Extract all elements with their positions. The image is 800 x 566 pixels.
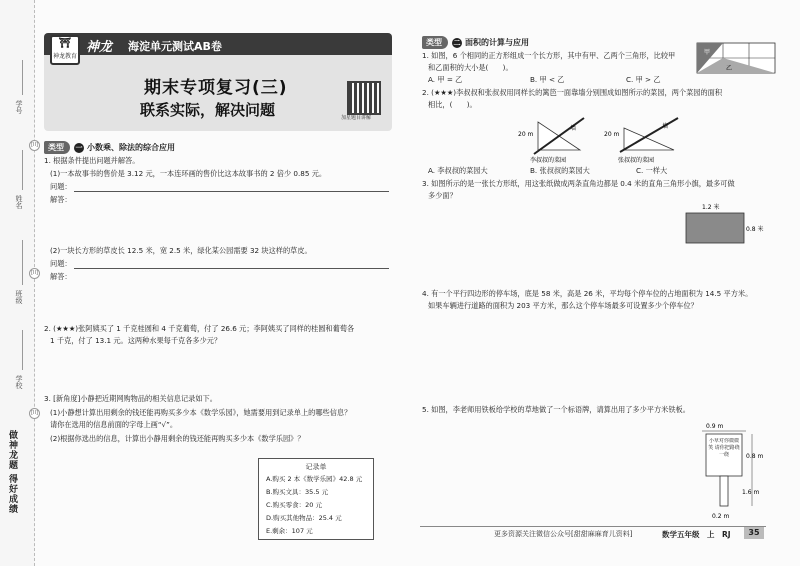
question-text: 请你在选用的信息前面的字母上画“√”。 bbox=[50, 420, 178, 429]
footer-rule bbox=[420, 526, 766, 527]
brand-logo bbox=[50, 35, 80, 65]
question-text: 3. 如图所示的是一张长方形纸，用这张纸做成两条直角边都是 0.4 米的直角三角形小旗，最多可做 bbox=[422, 179, 735, 188]
name-label: 姓名 bbox=[15, 195, 23, 209]
question-text: 1. 如图，6 个相同的正方形组成一个长方形，其中有甲、乙两个三角形，比较甲 bbox=[422, 51, 676, 60]
school-label: 学校 bbox=[15, 375, 23, 389]
sign-figure bbox=[690, 418, 776, 522]
brand-script: 神龙 bbox=[86, 40, 113, 55]
answer-label: 解答： bbox=[50, 272, 72, 281]
question-text: (1)一本故事书的售价是 3.12 元，一本连环画的售价比这本故事书的 2 倍少 0.85 元。 bbox=[50, 169, 327, 178]
wall-label: 墙 bbox=[662, 123, 669, 130]
qr-code-icon[interactable] bbox=[347, 81, 381, 115]
section-tag: 类型 bbox=[422, 36, 448, 49]
figure-caption: 张叔叔的菜园 bbox=[618, 157, 655, 164]
question-text: 4. 有一个平行四边形的停车场，底是 58 米，高是 26 米，平均每个停车位的占地面积为 14.5 平方米。 bbox=[422, 289, 753, 298]
question-text: 1 千克，付了 13.1 元。这两种水果每千克各多少元？ bbox=[50, 336, 222, 345]
dim-label-middle: 0.8 m bbox=[746, 453, 764, 460]
question-text: 如果车辆进行道路的面积为 203 平方米，那么这个停车场最多可设置多少个停车位？ bbox=[428, 301, 698, 310]
record-item-a[interactable]: A.购买 2 本《数学乐园》42.8 元 bbox=[266, 475, 363, 483]
section-number: 二 bbox=[453, 38, 461, 47]
record-item-d[interactable]: D.购买其他物品：25.4 元 bbox=[266, 514, 342, 522]
class-label: 班级 bbox=[15, 290, 23, 304]
record-item-b[interactable]: B.购买文具：35.5 元 bbox=[266, 488, 329, 496]
paper-rectangle-figure bbox=[680, 201, 776, 245]
student-number-line bbox=[22, 60, 23, 95]
binding-motto: 做神龙题 得好成绩 bbox=[7, 430, 17, 515]
option-a[interactable]: A. 李叔叔的菜园大 bbox=[428, 166, 488, 175]
grid-triangles-figure bbox=[696, 42, 776, 74]
sign-slogan: 小草对你微微笑 请你把路绕一绕 bbox=[708, 438, 740, 458]
dim-label-top: 0.9 m bbox=[706, 423, 724, 430]
school-line bbox=[22, 330, 23, 370]
page-title: 期末专项复习(三) bbox=[144, 78, 288, 98]
length-label: 1.2 米 bbox=[702, 204, 720, 211]
record-item-c[interactable]: C.购买零食：20 元 bbox=[266, 501, 322, 509]
question-label: 问题： bbox=[50, 259, 72, 268]
garden-figure-zhang bbox=[600, 112, 690, 164]
option-b[interactable]: B. 甲 < 乙 bbox=[530, 75, 565, 84]
question-label: 问题： bbox=[50, 182, 72, 191]
option-a[interactable]: A. 甲 = 乙 bbox=[428, 75, 463, 84]
page-subtitle: 联系实际，解决问题 bbox=[140, 101, 276, 119]
qr-caption: 加星题目讲解 bbox=[341, 115, 372, 121]
section-title: 面积的计算与应用 bbox=[465, 38, 529, 47]
section-heading-2 bbox=[422, 36, 529, 49]
section-tag: 类型 bbox=[44, 141, 70, 154]
record-sheet bbox=[258, 458, 374, 540]
question-text: 1. 根据条件提出问题并解答。 bbox=[44, 156, 140, 165]
option-c[interactable]: C. 甲 > 乙 bbox=[626, 75, 661, 84]
dim-label-height: 1.6 m bbox=[742, 489, 760, 496]
footer-promo: 更多资源关注微信公众号[甜甜麻麻育儿资料] bbox=[494, 530, 633, 538]
figure-label-yi: 乙 bbox=[726, 65, 733, 72]
dim-label-post: 0.2 m bbox=[712, 513, 730, 520]
class-line bbox=[22, 240, 23, 285]
figure-side-label: 20 m bbox=[604, 131, 620, 138]
section-title: 小数乘、除法的综合应用 bbox=[87, 143, 175, 152]
student-number-label: 学号 bbox=[15, 100, 23, 114]
figure-label-jia: 甲 bbox=[704, 49, 711, 56]
section-heading-1 bbox=[44, 141, 175, 154]
answer-label: 解答： bbox=[50, 195, 72, 204]
garden-figure-li bbox=[510, 112, 600, 164]
series-title: 海淀单元测试AB卷 bbox=[128, 40, 222, 53]
page-number: 35 bbox=[744, 527, 764, 539]
binding-hole: [II] bbox=[29, 408, 40, 419]
answer-line[interactable] bbox=[74, 268, 389, 269]
question-text: 2. (★★★)李叔叔和张叔叔用同样长的篱笆一面靠墙分别围成如图所示的菜园，两个菜园的面积 bbox=[422, 88, 723, 97]
question-text: 2. (★★★)张阿姨买了 1 千克桂圆和 4 千克葡萄，付了 26.6 元；李阿姨买了同样的桂圆和葡萄各 bbox=[44, 324, 355, 333]
binding-hole: [II] bbox=[29, 140, 40, 151]
question-text: 相比，( )。 bbox=[428, 100, 477, 109]
option-b[interactable]: B. 张叔叔的菜园大 bbox=[530, 166, 590, 175]
record-sheet-title: 记录单 bbox=[305, 463, 327, 471]
section-number: 一 bbox=[75, 143, 83, 152]
name-line bbox=[22, 150, 23, 190]
question-text: 多少面？ bbox=[428, 191, 457, 200]
brand-logo-text: 神龙教育 bbox=[52, 53, 77, 60]
answer-line[interactable] bbox=[74, 191, 389, 192]
question-text: 3. [新角度]小静把近期网购物品的相关信息记录如下。 bbox=[44, 394, 217, 403]
record-item-e[interactable]: E.剩余：107 元 bbox=[266, 527, 313, 535]
footer-grade: 数学五年级 上 RJ bbox=[662, 530, 731, 539]
gate-icon: ⛩ bbox=[58, 38, 72, 49]
binding-hole: [II] bbox=[29, 268, 40, 279]
wall-label: 墙 bbox=[570, 125, 577, 132]
option-c[interactable]: C. 一样大 bbox=[636, 166, 668, 175]
figure-caption: 李叔叔的菜园 bbox=[530, 157, 567, 164]
width-label: 0.8 米 bbox=[746, 226, 764, 233]
question-text: (1)小静想计算出用剩余的钱还能再购买多少本《数学乐园》，她需要用到记录单上的哪些信息？ bbox=[50, 408, 352, 417]
figure-side-label: 20 m bbox=[518, 131, 534, 138]
binding-margin bbox=[0, 0, 38, 566]
title-banner bbox=[44, 33, 392, 131]
question-text: (2)一块长方形的草皮长 12.5 米，宽 2.5 米，绿化某公园需要 32 块这样的草皮。 bbox=[50, 246, 312, 255]
question-text: (2)根据你选出的信息，计算出小静用剩余的钱还能再购买多少本《数学乐园》？ bbox=[50, 434, 305, 443]
question-text: 和乙面积的大小是( )。 bbox=[428, 63, 513, 72]
question-text: 5. 如图，李老师用铁板给学校的草地做了一个标语牌，请算出用了多少平方米铁板。 bbox=[422, 405, 690, 414]
